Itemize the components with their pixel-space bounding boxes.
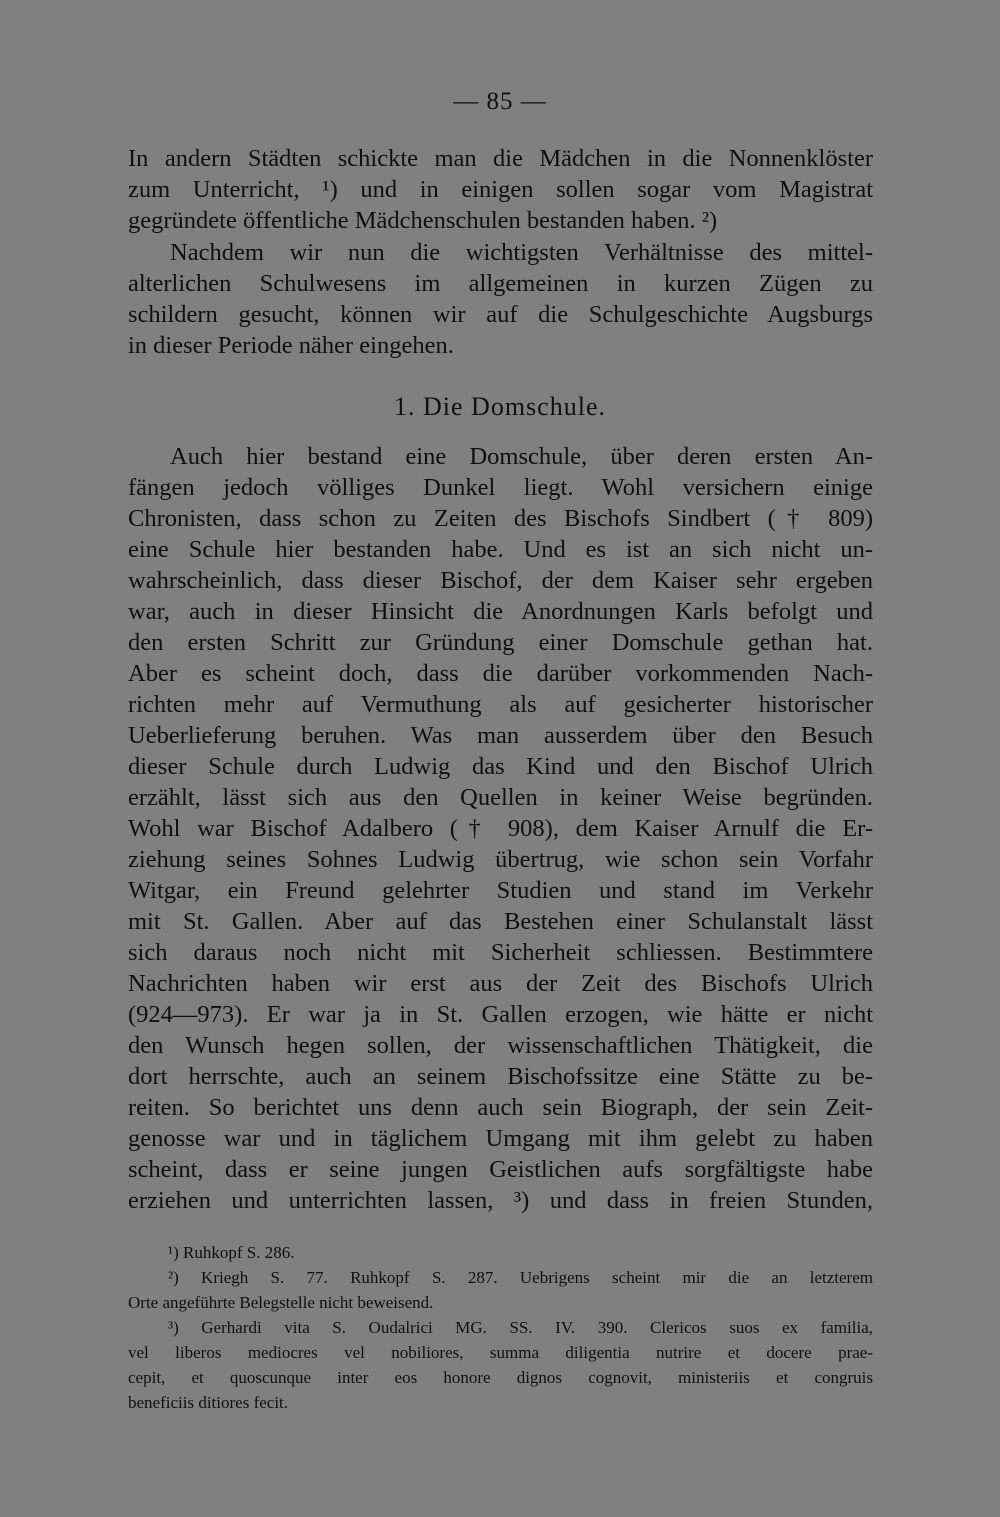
text-line: eine Schule hier bestanden habe. Und es ist an sich nicht un- [128, 536, 873, 563]
footnote-3: ³) Gerhardi vita S. Oudalrici MG. SS. IV. 390. Clericos suos ex familia, [168, 1318, 873, 1337]
text-line: Nachrichten haben wir erst aus der Zeit des Bischofs Ulrich [128, 970, 873, 997]
text-line: Nachdem wir nun die wichtigsten Verhältnisse des mittel- [170, 239, 873, 266]
text-line: Auch hier bestand eine Domschule, über deren ersten An- [170, 443, 873, 470]
footnote-3-cont: cepit, et quoscunque inter eos honore dignos cognovit, ministeriis et congruis [128, 1368, 873, 1387]
page-number: — 85 — [453, 88, 547, 115]
text-line: reiten. So berichtet uns denn auch sein Biograph, der sein Zeit- [128, 1094, 873, 1121]
footnote-2: ²) Kriegh S. 77. Ruhkopf S. 287. Uebrigens scheint mir die an letzterem [168, 1268, 873, 1287]
text-line: in dieser Periode näher eingehen. [128, 332, 454, 359]
text-line: In andern Städten schickte man die Mädchen in die Nonnenklöster [128, 145, 873, 172]
text-line: Witgar, ein Freund gelehrter Studien und stand im Verkehr [128, 877, 873, 904]
text-line: gegründete öffentliche Mädchenschulen bestanden haben. ²) [128, 207, 718, 234]
footnote-3-cont: beneficiis ditiores fecit. [128, 1393, 289, 1412]
footnote-2-cont: Orte angeführte Belegstelle nicht beweisend. [128, 1293, 434, 1312]
text-line: erziehen und unterrichten lassen, ³) und dass in freien Stunden, [128, 1187, 873, 1214]
text-line: genosse war und in täglichem Umgang mit ihm gelebt zu haben [128, 1125, 873, 1152]
text-line: wahrscheinlich, dass dieser Bischof, der dem Kaiser sehr ergeben [128, 567, 873, 594]
text-line: erzählt, lässt sich aus den Quellen in keiner Weise begründen. [128, 784, 873, 811]
text-line: dieser Schule durch Ludwig das Kind und den Bischof Ulrich [128, 753, 873, 780]
text-line: Aber es scheint doch, dass die darüber vorkommenden Nach- [128, 660, 873, 687]
text-line: sich daraus noch nicht mit Sicherheit schliessen. Bestimmtere [128, 939, 873, 966]
text-line: Chronisten, dass schon zu Zeiten des Bischofs Sindbert († 809) [128, 505, 873, 532]
text-line: Ueberlieferung beruhen. Was man ausserdem über den Besuch [128, 722, 873, 749]
text-line: schildern gesucht, können wir auf die Schulgeschichte Augsburgs [128, 301, 873, 328]
text-line: ziehung seines Sohnes Ludwig übertrug, wie schon sein Vorfahr [128, 846, 873, 873]
section-heading: 1. Die Domschule. [394, 392, 606, 421]
text-line: (924—973). Er war ja in St. Gallen erzogen, wie hätte er nicht [128, 1001, 873, 1028]
text-line: mit St. Gallen. Aber auf das Bestehen einer Schulanstalt lässt [128, 908, 873, 935]
text-line: fängen jedoch völliges Dunkel liegt. Wohl versichern einige [128, 474, 873, 501]
paragraph-1 [128, 143, 873, 236]
paragraph-2 [128, 237, 873, 361]
footnote-3-cont: vel liberos mediocres vel nobiliores, summa diligentia nutrire et docere prae- [128, 1343, 873, 1362]
footnotes [128, 1240, 873, 1415]
text-line: zum Unterricht, ¹) und in einigen sollen sogar vom Magistrat [128, 176, 873, 203]
text-line: scheint, dass er seine jungen Geistlichen aufs sorgfältigste habe [128, 1156, 873, 1183]
paragraph-3 [128, 441, 873, 1216]
text-line: Wohl war Bischof Adalbero († 908), dem Kaiser Arnulf die Er- [128, 815, 873, 842]
text-line: den Wunsch hegen sollen, der wissenschaftlichen Thätigkeit, die [128, 1032, 873, 1059]
text-line: den ersten Schritt zur Gründung einer Domschule gethan hat. [128, 629, 873, 656]
text-line: richten mehr auf Vermuthung als auf gesicherter historischer [128, 691, 873, 718]
text-line: dort herrschte, auch an seinem Bischofssitze eine Stätte zu be- [128, 1063, 873, 1090]
footnote-1: ¹) Ruhkopf S. 286. [168, 1243, 295, 1262]
text-line: war, auch in dieser Hinsicht die Anordnungen Karls befolgt und [128, 598, 873, 625]
text-line: alterlichen Schulwesens im allgemeinen in kurzen Zügen zu [128, 270, 873, 297]
